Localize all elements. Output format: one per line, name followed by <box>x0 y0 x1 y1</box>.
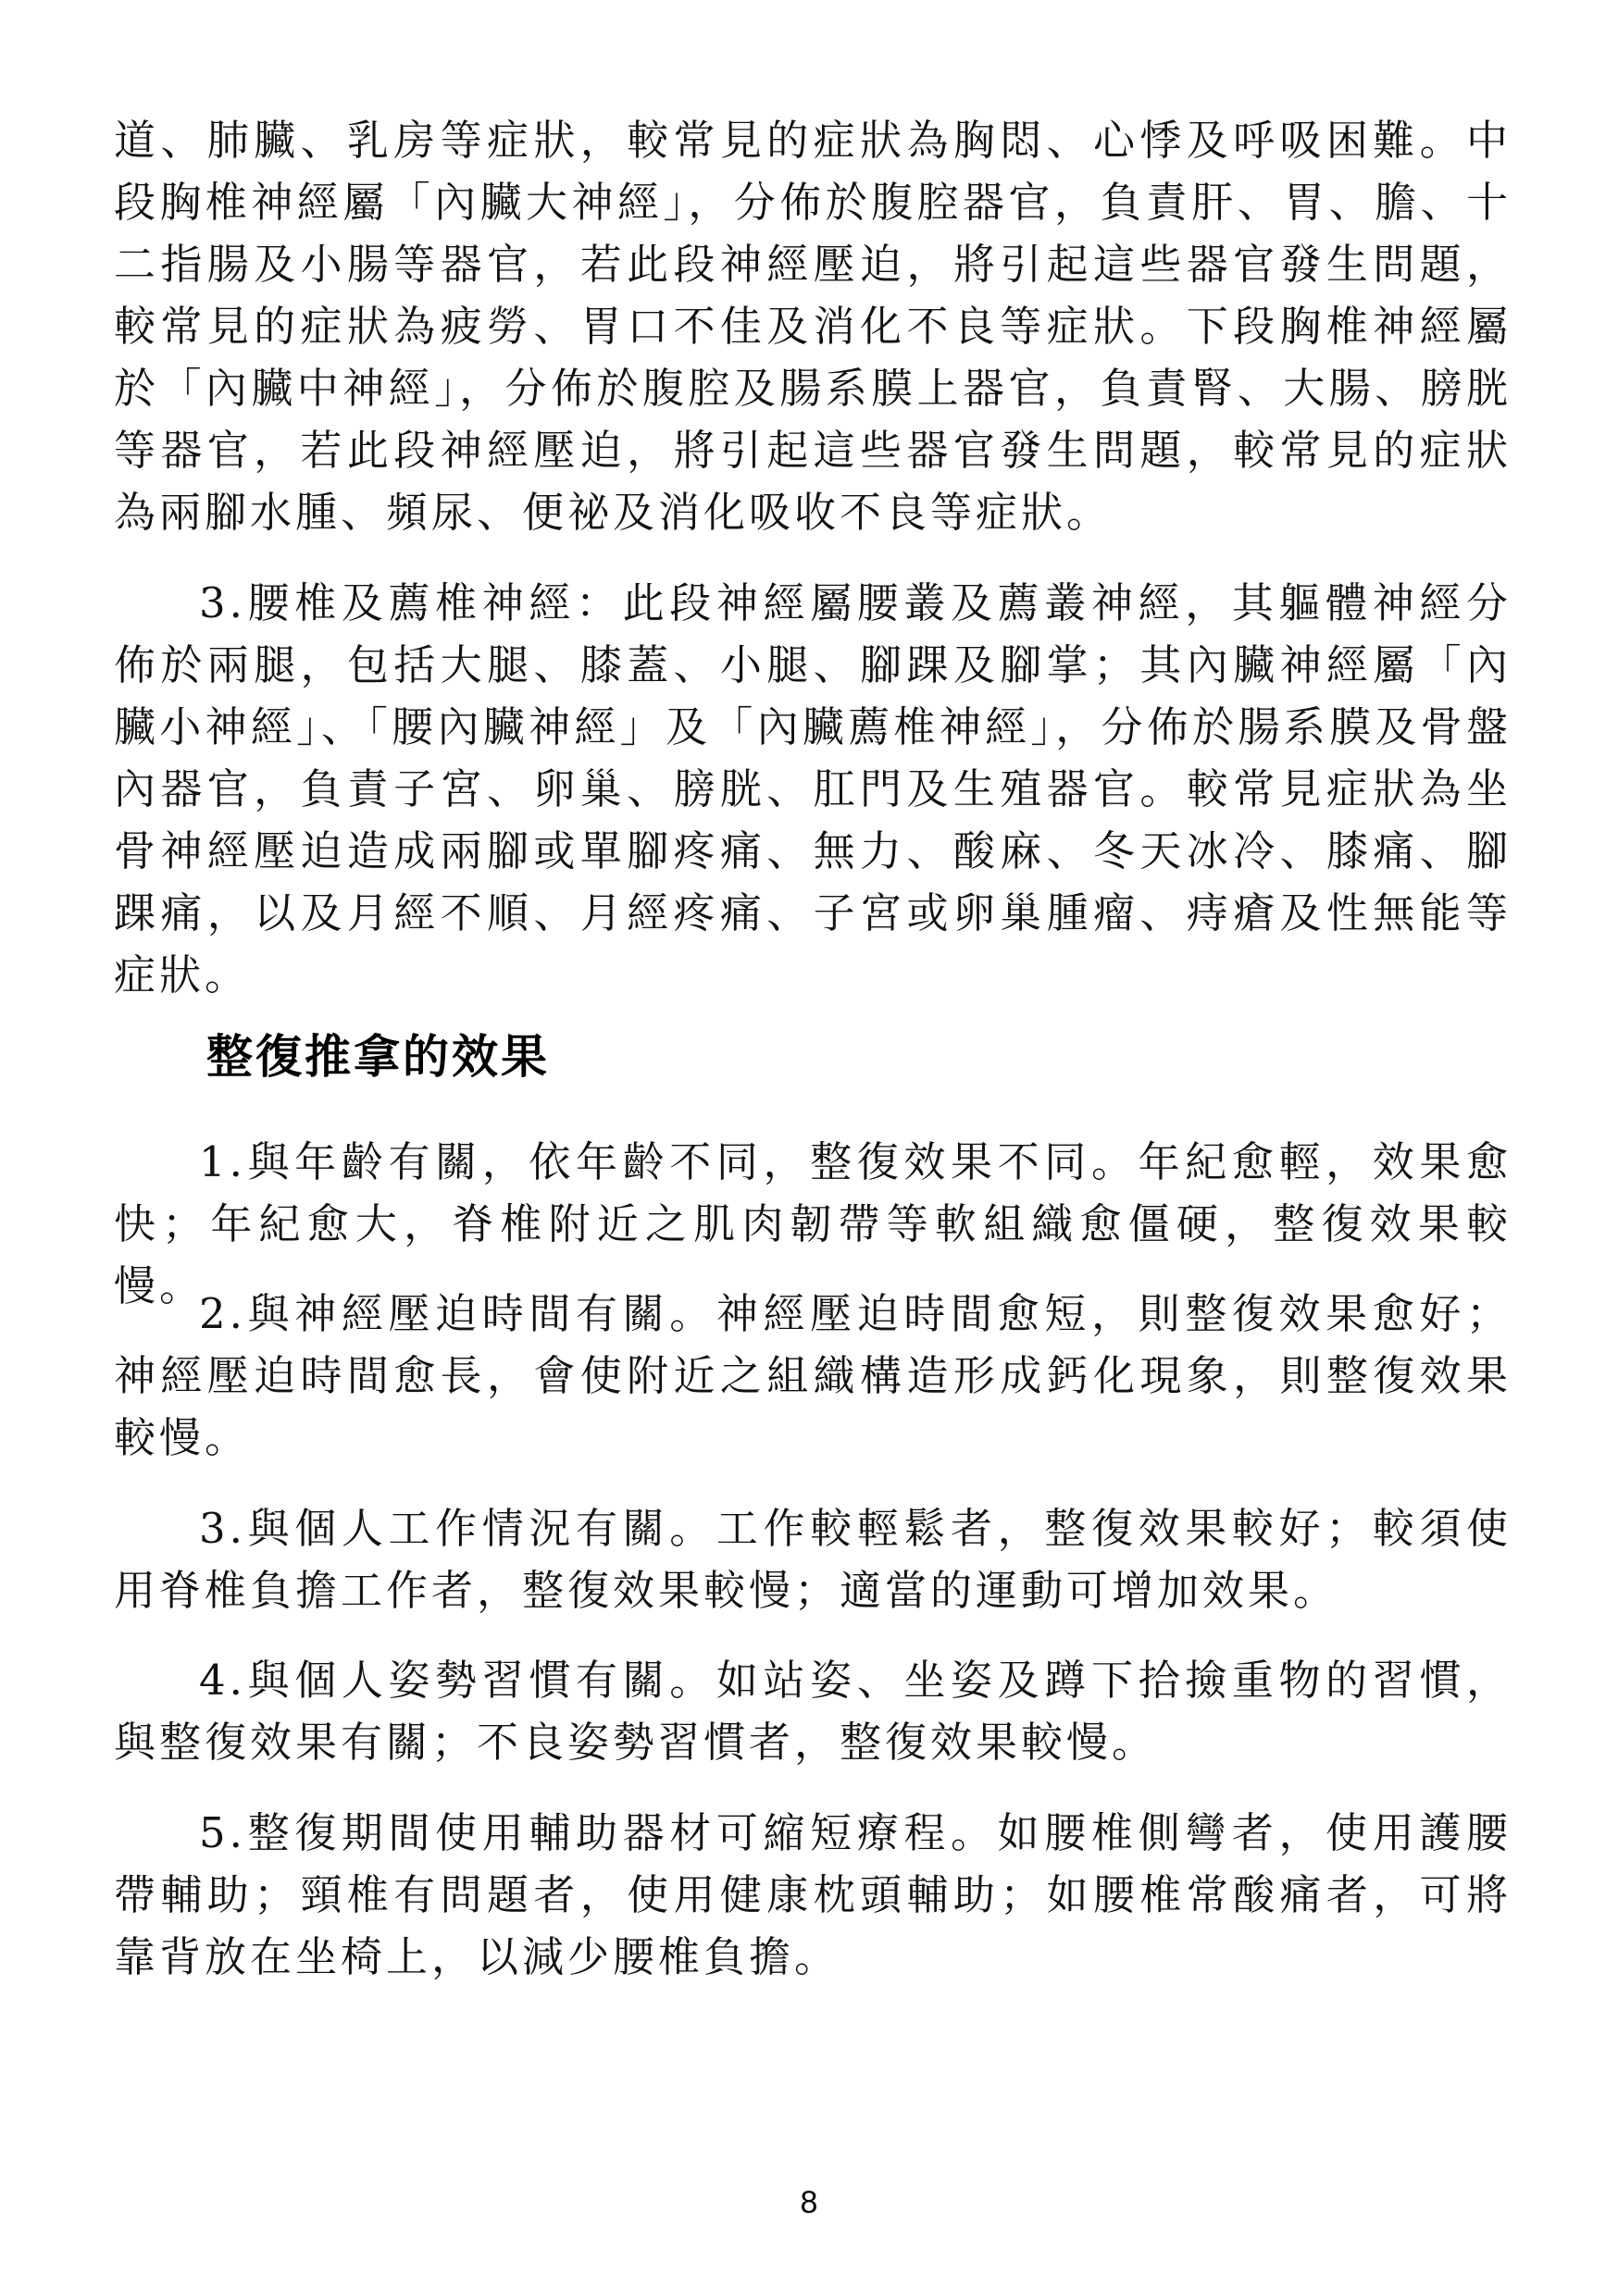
effect-item-work-condition: 3.與個人工作情況有關。工作較輕鬆者，整復效果較好；較須使用脊椎負擔工作者，整復效果較慢；適當的運動可增加效果。 <box>114 1504 1512 1615</box>
paragraph-lumbar-sacral-nerves: 3.腰椎及薦椎神經：此段神經屬腰叢及薦叢神經，其軀體神經分佈於兩腿，包括大腿、膝蓋、小腿、腳踝及腳掌；其內臟神經屬「內臟小神經」、「腰內臟神經」及「內臟薦椎神經」，分佈於腸系膜及骨盤內器官，負責子宮、卵巢、膀胱、肛門及生殖器官。較常見症狀為坐骨神經壓迫造成兩腳或單腳疼痛、無力、酸麻、冬天冰冷、膝痛、腳踝痛，以及月經不順、月經疼痛、子宮或卵巢腫瘤、痔瘡及性無能等症狀。 <box>114 578 1512 999</box>
effect-item-age: 1.與年齡有關，依年齡不同，整復效果不同。年紀愈輕，效果愈快；年紀愈大，脊椎附近之肌肉韌帶等軟組織愈僵硬，整復效果較慢。 <box>114 1137 1512 1310</box>
effect-item-support-devices: 5.整復期間使用輔助器材可縮短療程。如腰椎側彎者，使用護腰帶輔助；頸椎有問題者，使用健康枕頭輔助；如腰椎常酸痛者，可將靠背放在坐椅上，以減少腰椎負擔。 <box>114 1808 1512 1981</box>
page-number: 8 <box>800 2185 818 2220</box>
paragraph-thoracic-nerves: 道、肺臟、乳房等症狀，較常見的症狀為胸悶、心悸及呼吸困難。中段胸椎神經屬「內臟大神經」，分佈於腹腔器官，負責肝、胃、膽、十二指腸及小腸等器官，若此段神經壓迫，將引起這些器官發生問題，較常見的症狀為疲勞、胃口不佳及消化不良等症狀。下段胸椎神經屬於「內臟中神經」，分佈於腹腔及腸系膜上器官，負責腎、大腸、膀胱等器官，若此段神經壓迫，將引起這些器官發生問題，較常見的症狀為兩腳水腫、頻尿、便祕及消化吸收不良等症狀。 <box>114 116 1512 537</box>
section-heading: 整復推拿的效果 <box>206 1030 550 1084</box>
effect-item-compression-time: 2.與神經壓迫時間有關。神經壓迫時間愈短，則整復效果愈好；神經壓迫時間愈長，會使附近之組織構造形成鈣化現象，則整復效果較慢。 <box>114 1289 1512 1462</box>
effect-item-posture-habit: 4.與個人姿勢習慣有關。如站姿、坐姿及蹲下拾撿重物的習慣，與整復效果有關；不良姿勢習慣者，整復效果較慢。 <box>114 1656 1512 1767</box>
